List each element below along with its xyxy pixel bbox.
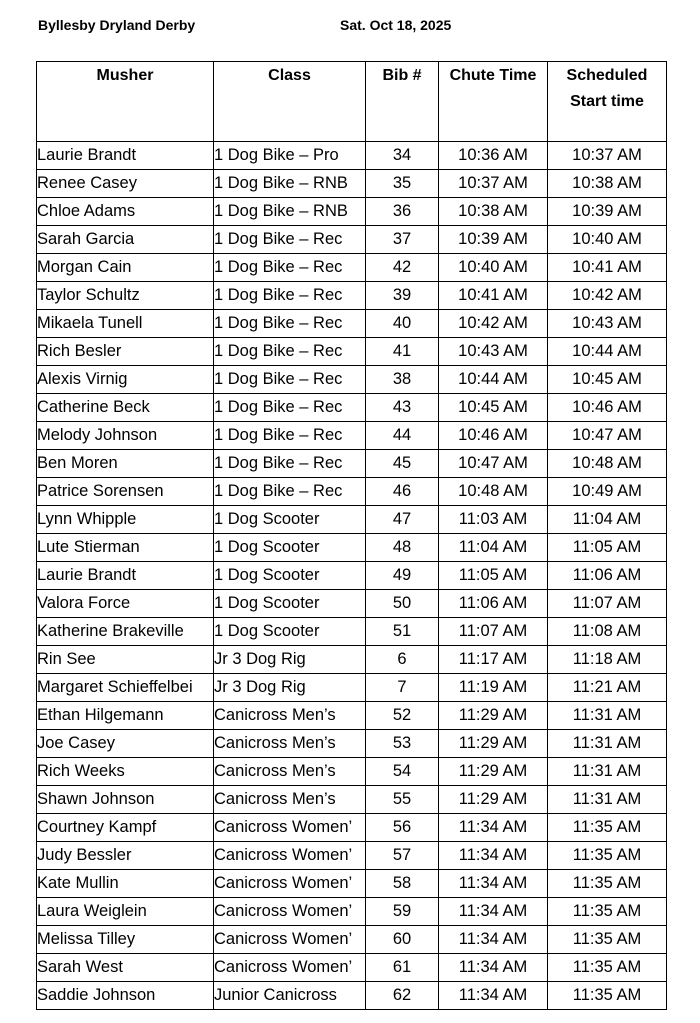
event-title: Byllesby Dryland Derby bbox=[38, 17, 196, 33]
cell-bib: 59 bbox=[366, 898, 439, 926]
cell-chute-time: 11:34 AM bbox=[439, 954, 548, 982]
header-bib: Bib # bbox=[366, 62, 439, 142]
cell-chute-time: 10:41 AM bbox=[439, 282, 548, 310]
cell-chute-time: 11:34 AM bbox=[439, 814, 548, 842]
cell-class: Canicross Men’s bbox=[214, 730, 366, 758]
cell-chute-time: 10:43 AM bbox=[439, 338, 548, 366]
cell-chute-time: 11:29 AM bbox=[439, 758, 548, 786]
table-row bbox=[37, 562, 667, 590]
cell-chute-time: 11:03 AM bbox=[439, 506, 548, 534]
cell-chute-time: 11:34 AM bbox=[439, 898, 548, 926]
cell-chute-time: 10:47 AM bbox=[439, 450, 548, 478]
cell-musher: Melody Johnson bbox=[37, 422, 214, 450]
table-row bbox=[37, 506, 667, 534]
table-row bbox=[37, 870, 667, 898]
table-row bbox=[37, 702, 667, 730]
cell-bib: 55 bbox=[366, 786, 439, 814]
table-row bbox=[37, 422, 667, 450]
cell-class: 1 Dog Scooter bbox=[214, 506, 366, 534]
table-row bbox=[37, 282, 667, 310]
cell-class: 1 Dog Bike – Rec bbox=[214, 450, 366, 478]
cell-start-time: 11:31 AM bbox=[548, 730, 667, 758]
cell-bib: 46 bbox=[366, 478, 439, 506]
cell-chute-time: 11:19 AM bbox=[439, 674, 548, 702]
cell-class: 1 Dog Bike – Rec bbox=[214, 422, 366, 450]
cell-musher: Ethan Hilgemann bbox=[37, 702, 214, 730]
cell-start-time: 11:35 AM bbox=[548, 898, 667, 926]
cell-start-time: 10:49 AM bbox=[548, 478, 667, 506]
header-scheduled-start: Scheduled Start time bbox=[548, 62, 667, 142]
table-row bbox=[37, 366, 667, 394]
table-row bbox=[37, 814, 667, 842]
table-row bbox=[37, 618, 667, 646]
cell-class: Canicross Men’s bbox=[214, 786, 366, 814]
cell-start-time: 11:21 AM bbox=[548, 674, 667, 702]
cell-bib: 34 bbox=[366, 142, 439, 170]
cell-musher: Chloe Adams bbox=[37, 198, 214, 226]
cell-musher: Lynn Whipple bbox=[37, 506, 214, 534]
cell-musher: Alexis Virnig bbox=[37, 366, 214, 394]
cell-chute-time: 10:36 AM bbox=[439, 142, 548, 170]
table-header-row bbox=[37, 62, 667, 142]
cell-chute-time: 10:46 AM bbox=[439, 422, 548, 450]
cell-class: 1 Dog Bike – Rec bbox=[214, 254, 366, 282]
cell-class: Canicross Women’ bbox=[214, 814, 366, 842]
cell-start-time: 11:04 AM bbox=[548, 506, 667, 534]
cell-chute-time: 10:37 AM bbox=[439, 170, 548, 198]
cell-class: Jr 3 Dog Rig bbox=[214, 674, 366, 702]
cell-musher: Sarah Garcia bbox=[37, 226, 214, 254]
table-row bbox=[37, 590, 667, 618]
cell-musher: Courtney Kampf bbox=[37, 814, 214, 842]
cell-musher: Valora Force bbox=[37, 590, 214, 618]
table-row bbox=[37, 198, 667, 226]
table-row bbox=[37, 394, 667, 422]
cell-class: 1 Dog Scooter bbox=[214, 590, 366, 618]
cell-start-time: 10:43 AM bbox=[548, 310, 667, 338]
cell-musher: Morgan Cain bbox=[37, 254, 214, 282]
cell-bib: 50 bbox=[366, 590, 439, 618]
cell-start-time: 11:31 AM bbox=[548, 758, 667, 786]
cell-musher: Rich Besler bbox=[37, 338, 214, 366]
cell-bib: 62 bbox=[366, 982, 439, 1010]
cell-start-time: 11:06 AM bbox=[548, 562, 667, 590]
table-row bbox=[37, 926, 667, 954]
header-class: Class bbox=[214, 62, 366, 142]
table-row bbox=[37, 142, 667, 170]
table-row bbox=[37, 310, 667, 338]
cell-bib: 43 bbox=[366, 394, 439, 422]
cell-start-time: 10:42 AM bbox=[548, 282, 667, 310]
cell-class: Jr 3 Dog Rig bbox=[214, 646, 366, 674]
cell-musher: Laurie Brandt bbox=[37, 562, 214, 590]
cell-musher: Joe Casey bbox=[37, 730, 214, 758]
cell-chute-time: 11:34 AM bbox=[439, 842, 548, 870]
table-row bbox=[37, 786, 667, 814]
cell-musher: Kate Mullin bbox=[37, 870, 214, 898]
cell-start-time: 11:31 AM bbox=[548, 786, 667, 814]
cell-musher: Judy Bessler bbox=[37, 842, 214, 870]
table-row bbox=[37, 478, 667, 506]
cell-chute-time: 10:39 AM bbox=[439, 226, 548, 254]
cell-musher: Lute Stierman bbox=[37, 534, 214, 562]
table-row bbox=[37, 758, 667, 786]
cell-musher: Margaret Schieffelbei bbox=[37, 674, 214, 702]
cell-bib: 48 bbox=[366, 534, 439, 562]
cell-chute-time: 10:48 AM bbox=[439, 478, 548, 506]
cell-chute-time: 11:29 AM bbox=[439, 730, 548, 758]
cell-chute-time: 11:34 AM bbox=[439, 870, 548, 898]
cell-bib: 49 bbox=[366, 562, 439, 590]
table-row bbox=[37, 982, 667, 1010]
cell-bib: 54 bbox=[366, 758, 439, 786]
cell-start-time: 11:35 AM bbox=[548, 926, 667, 954]
cell-bib: 39 bbox=[366, 282, 439, 310]
cell-chute-time: 11:17 AM bbox=[439, 646, 548, 674]
cell-class: 1 Dog Bike – RNB bbox=[214, 198, 366, 226]
cell-musher: Rich Weeks bbox=[37, 758, 214, 786]
cell-bib: 38 bbox=[366, 366, 439, 394]
table-row bbox=[37, 730, 667, 758]
table-row bbox=[37, 254, 667, 282]
cell-class: Canicross Men’s bbox=[214, 702, 366, 730]
cell-chute-time: 11:29 AM bbox=[439, 702, 548, 730]
cell-bib: 58 bbox=[366, 870, 439, 898]
cell-musher: Catherine Beck bbox=[37, 394, 214, 422]
table-row bbox=[37, 170, 667, 198]
cell-class: Canicross Women’ bbox=[214, 926, 366, 954]
cell-start-time: 11:05 AM bbox=[548, 534, 667, 562]
cell-start-time: 11:35 AM bbox=[548, 954, 667, 982]
cell-chute-time: 10:38 AM bbox=[439, 198, 548, 226]
cell-bib: 57 bbox=[366, 842, 439, 870]
cell-chute-time: 10:40 AM bbox=[439, 254, 548, 282]
cell-class: 1 Dog Bike – Rec bbox=[214, 310, 366, 338]
cell-class: 1 Dog Bike – Pro bbox=[214, 142, 366, 170]
event-date: Sat. Oct 18, 2025 bbox=[340, 17, 452, 33]
cell-chute-time: 11:07 AM bbox=[439, 618, 548, 646]
cell-start-time: 11:08 AM bbox=[548, 618, 667, 646]
cell-bib: 37 bbox=[366, 226, 439, 254]
cell-class: Junior Canicross bbox=[214, 982, 366, 1010]
cell-start-time: 10:41 AM bbox=[548, 254, 667, 282]
cell-class: 1 Dog Bike – Rec bbox=[214, 394, 366, 422]
cell-chute-time: 10:45 AM bbox=[439, 394, 548, 422]
cell-class: 1 Dog Scooter bbox=[214, 562, 366, 590]
table-row bbox=[37, 954, 667, 982]
cell-class: Canicross Women’ bbox=[214, 954, 366, 982]
cell-chute-time: 11:34 AM bbox=[439, 926, 548, 954]
cell-bib: 42 bbox=[366, 254, 439, 282]
cell-bib: 52 bbox=[366, 702, 439, 730]
cell-class: 1 Dog Scooter bbox=[214, 618, 366, 646]
cell-bib: 53 bbox=[366, 730, 439, 758]
cell-musher: Renee Casey bbox=[37, 170, 214, 198]
cell-bib: 35 bbox=[366, 170, 439, 198]
table-row bbox=[37, 450, 667, 478]
cell-class: 1 Dog Bike – Rec bbox=[214, 338, 366, 366]
cell-class: 1 Dog Bike – Rec bbox=[214, 366, 366, 394]
cell-bib: 56 bbox=[366, 814, 439, 842]
cell-start-time: 11:35 AM bbox=[548, 982, 667, 1010]
cell-start-time: 10:45 AM bbox=[548, 366, 667, 394]
cell-chute-time: 10:44 AM bbox=[439, 366, 548, 394]
start-schedule-table bbox=[36, 61, 667, 1010]
cell-bib: 41 bbox=[366, 338, 439, 366]
cell-bib: 44 bbox=[366, 422, 439, 450]
cell-class: Canicross Women’ bbox=[214, 898, 366, 926]
cell-chute-time: 11:29 AM bbox=[439, 786, 548, 814]
cell-start-time: 10:46 AM bbox=[548, 394, 667, 422]
cell-bib: 60 bbox=[366, 926, 439, 954]
cell-start-time: 11:31 AM bbox=[548, 702, 667, 730]
header-musher: Musher bbox=[37, 62, 214, 142]
cell-start-time: 11:18 AM bbox=[548, 646, 667, 674]
cell-musher: Katherine Brakeville bbox=[37, 618, 214, 646]
cell-chute-time: 11:34 AM bbox=[439, 982, 548, 1010]
table-row bbox=[37, 338, 667, 366]
cell-start-time: 11:35 AM bbox=[548, 814, 667, 842]
cell-start-time: 11:35 AM bbox=[548, 842, 667, 870]
cell-bib: 36 bbox=[366, 198, 439, 226]
cell-bib: 51 bbox=[366, 618, 439, 646]
cell-chute-time: 11:06 AM bbox=[439, 590, 548, 618]
cell-start-time: 10:39 AM bbox=[548, 198, 667, 226]
cell-musher: Shawn Johnson bbox=[37, 786, 214, 814]
cell-start-time: 11:35 AM bbox=[548, 870, 667, 898]
cell-bib: 47 bbox=[366, 506, 439, 534]
cell-musher: Taylor Schultz bbox=[37, 282, 214, 310]
table-row bbox=[37, 534, 667, 562]
cell-class: 1 Dog Bike – Rec bbox=[214, 478, 366, 506]
cell-chute-time: 10:42 AM bbox=[439, 310, 548, 338]
table-row bbox=[37, 898, 667, 926]
cell-start-time: 11:07 AM bbox=[548, 590, 667, 618]
cell-musher: Saddie Johnson bbox=[37, 982, 214, 1010]
cell-class: 1 Dog Bike – Rec bbox=[214, 226, 366, 254]
cell-musher: Laurie Brandt bbox=[37, 142, 214, 170]
table-row bbox=[37, 674, 667, 702]
cell-bib: 45 bbox=[366, 450, 439, 478]
cell-class: Canicross Women’ bbox=[214, 842, 366, 870]
table-row bbox=[37, 646, 667, 674]
cell-chute-time: 11:04 AM bbox=[439, 534, 548, 562]
cell-bib: 7 bbox=[366, 674, 439, 702]
document-header bbox=[38, 17, 700, 37]
cell-start-time: 10:38 AM bbox=[548, 170, 667, 198]
cell-class: Canicross Men’s bbox=[214, 758, 366, 786]
cell-class: Canicross Women’ bbox=[214, 870, 366, 898]
cell-musher: Ben Moren bbox=[37, 450, 214, 478]
cell-bib: 40 bbox=[366, 310, 439, 338]
cell-musher: Mikaela Tunell bbox=[37, 310, 214, 338]
cell-musher: Rin See bbox=[37, 646, 214, 674]
cell-bib: 61 bbox=[366, 954, 439, 982]
table-row bbox=[37, 842, 667, 870]
cell-start-time: 10:44 AM bbox=[548, 338, 667, 366]
table-row bbox=[37, 226, 667, 254]
cell-start-time: 10:37 AM bbox=[548, 142, 667, 170]
cell-musher: Melissa Tilley bbox=[37, 926, 214, 954]
cell-class: 1 Dog Scooter bbox=[214, 534, 366, 562]
cell-bib: 6 bbox=[366, 646, 439, 674]
cell-musher: Sarah West bbox=[37, 954, 214, 982]
cell-class: 1 Dog Bike – RNB bbox=[214, 170, 366, 198]
cell-start-time: 10:48 AM bbox=[548, 450, 667, 478]
cell-musher: Patrice Sorensen bbox=[37, 478, 214, 506]
cell-start-time: 10:40 AM bbox=[548, 226, 667, 254]
cell-musher: Laura Weiglein bbox=[37, 898, 214, 926]
cell-chute-time: 11:05 AM bbox=[439, 562, 548, 590]
header-chute-time: Chute Time bbox=[439, 62, 548, 142]
cell-start-time: 10:47 AM bbox=[548, 422, 667, 450]
cell-class: 1 Dog Bike – Rec bbox=[214, 282, 366, 310]
